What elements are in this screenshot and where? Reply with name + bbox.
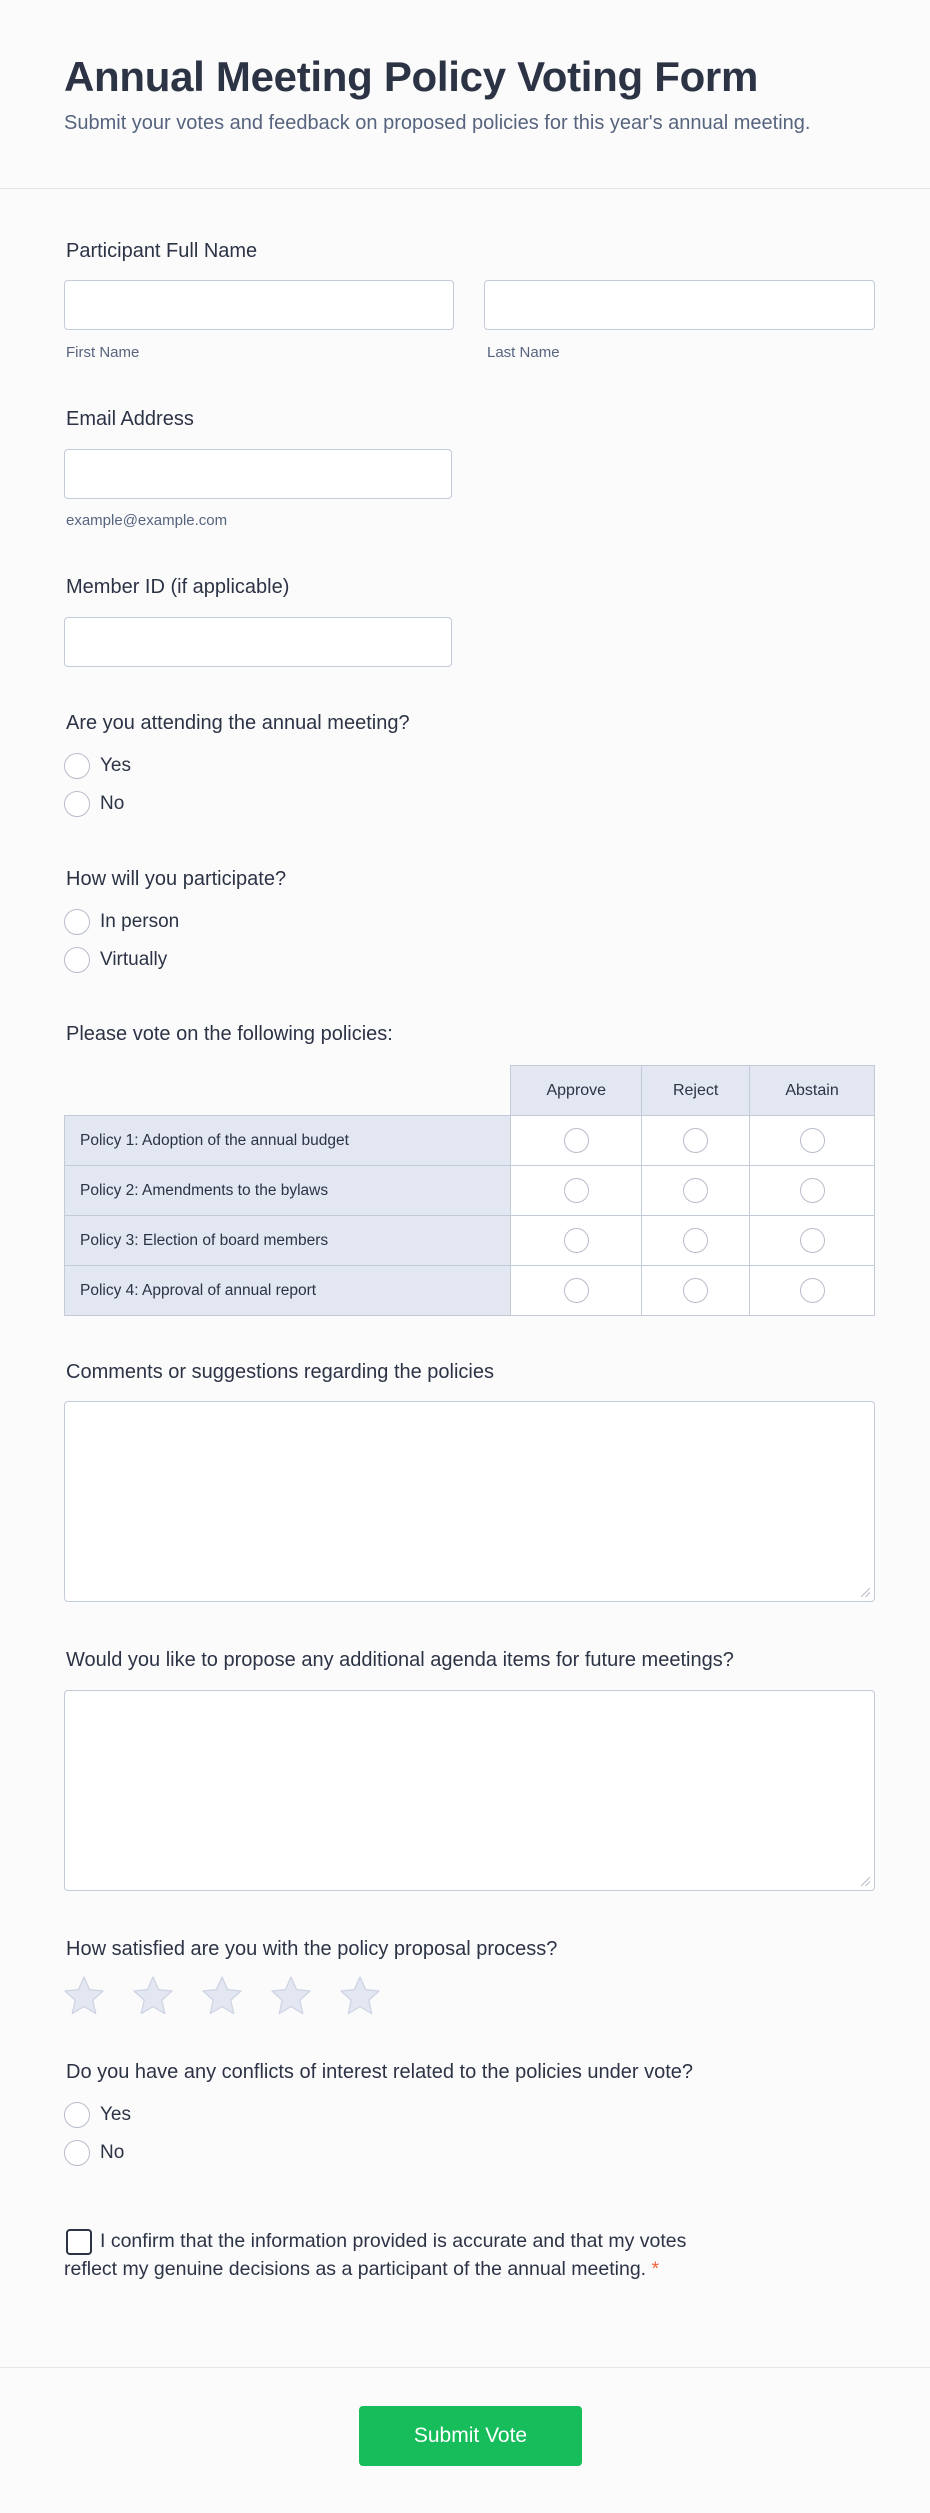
form-header [0,0,930,189]
member-id-input[interactable] [64,617,452,667]
policy-2-approve-radio[interactable] [564,1178,589,1203]
matrix-row-label: Policy 4: Approval of annual report [65,1266,511,1316]
star-3-icon[interactable] [200,1974,244,2018]
form-subtitle: Submit your votes and feedback on proposed policies for this year's annual meeting. [64,112,811,134]
confirmation-line-2 [64,2255,824,2283]
participation-options [64,903,179,979]
option-label: No [100,2142,125,2163]
radio-button[interactable] [64,2140,90,2166]
radio-button[interactable] [64,2102,90,2128]
conflicts-options [64,2096,131,2172]
participation-label: How will you participate? [66,868,287,890]
star-rating [62,1974,407,2018]
policy-4-abstain-radio[interactable] [800,1278,825,1303]
policy-3-approve-radio[interactable] [564,1228,589,1253]
matrix-row-policy-3 [65,1216,875,1266]
resize-grip-icon[interactable] [861,1877,870,1886]
policy-4-approve-radio[interactable] [564,1278,589,1303]
last-name-sublabel: Last Name [487,344,560,361]
required-mark: * [651,2258,660,2280]
policy-1-approve-radio[interactable] [564,1128,589,1153]
confirmation-line-1 [64,2227,824,2255]
policy-3-abstain-radio[interactable] [800,1228,825,1253]
first-name-sublabel: First Name [66,344,140,361]
option-label: Virtually [100,949,168,970]
policy-4-reject-radio[interactable] [683,1278,708,1303]
comments-textarea[interactable] [64,1401,875,1602]
conflicts-option-yes[interactable] [64,2096,131,2134]
radio-button[interactable] [64,909,90,935]
confirmation-text-1: I confirm that the information provided is accurate and that my votes [100,2230,687,2252]
star-5-icon[interactable] [338,1974,382,2018]
attending-option-yes[interactable] [64,747,131,785]
email-sublabel: example@example.com [66,512,228,529]
conflicts-label: Do you have any conflicts of interest related to the policies under vote? [66,2061,694,2083]
comments-label: Comments or suggestions regarding the policies [66,1361,494,1383]
attending-option-no[interactable] [64,785,131,823]
policy-1-abstain-radio[interactable] [800,1128,825,1153]
conflicts-option-no[interactable] [64,2134,131,2172]
confirmation-block [64,2227,824,2283]
last-name-input[interactable] [484,280,875,330]
confirmation-text-2: reflect my genuine decisions as a participant of the annual meeting. [64,2258,647,2280]
option-label: Yes [100,755,131,776]
matrix-row-label: Policy 2: Amendments to the bylaws [65,1166,511,1216]
member-id-label: Member ID (if applicable) [66,576,290,598]
form-title: Annual Meeting Policy Voting Form [64,53,759,100]
option-label: In person [100,911,180,932]
email-label: Email Address [66,408,194,430]
radio-button[interactable] [64,753,90,779]
participation-option-in-person[interactable] [64,903,179,941]
matrix-column-reject: Reject [642,1066,750,1116]
email-input[interactable] [64,449,452,499]
option-label: Yes [100,2104,131,2125]
attending-options [64,747,131,823]
policy-vote-label: Please vote on the following policies: [66,1023,393,1045]
full-name-label: Participant Full Name [66,240,258,262]
participation-option-virtually[interactable] [64,941,179,979]
radio-button[interactable] [64,947,90,973]
attending-label: Are you attending the annual meeting? [66,712,410,734]
radio-button[interactable] [64,791,90,817]
matrix-row-policy-4 [65,1266,875,1316]
matrix-row-policy-2 [65,1166,875,1216]
policy-vote-matrix [64,1065,875,1316]
confirmation-checkbox[interactable] [66,2229,92,2255]
policy-3-reject-radio[interactable] [683,1228,708,1253]
form-footer [0,2367,930,2513]
matrix-column-approve: Approve [511,1066,642,1116]
satisfaction-label: How satisfied are you with the policy proposal process? [66,1938,558,1960]
agenda-textarea[interactable] [64,1690,875,1891]
submit-vote-button[interactable]: Submit Vote [359,2406,582,2466]
option-label: No [100,793,125,814]
star-2-icon[interactable] [131,1974,175,2018]
policy-2-reject-radio[interactable] [683,1178,708,1203]
matrix-column-abstain: Abstain [750,1066,875,1116]
policy-1-reject-radio[interactable] [683,1128,708,1153]
resize-grip-icon[interactable] [861,1588,870,1597]
star-4-icon[interactable] [269,1974,313,2018]
matrix-row-label: Policy 1: Adoption of the annual budget [65,1116,511,1166]
matrix-row-label: Policy 3: Election of board members [65,1216,511,1266]
matrix-corner [65,1066,511,1116]
policy-2-abstain-radio[interactable] [800,1178,825,1203]
matrix-row-policy-1 [65,1116,875,1166]
agenda-label: Would you like to propose any additional agenda items for future meetings? [66,1649,734,1671]
star-1-icon[interactable] [62,1974,106,2018]
first-name-input[interactable] [64,280,454,330]
